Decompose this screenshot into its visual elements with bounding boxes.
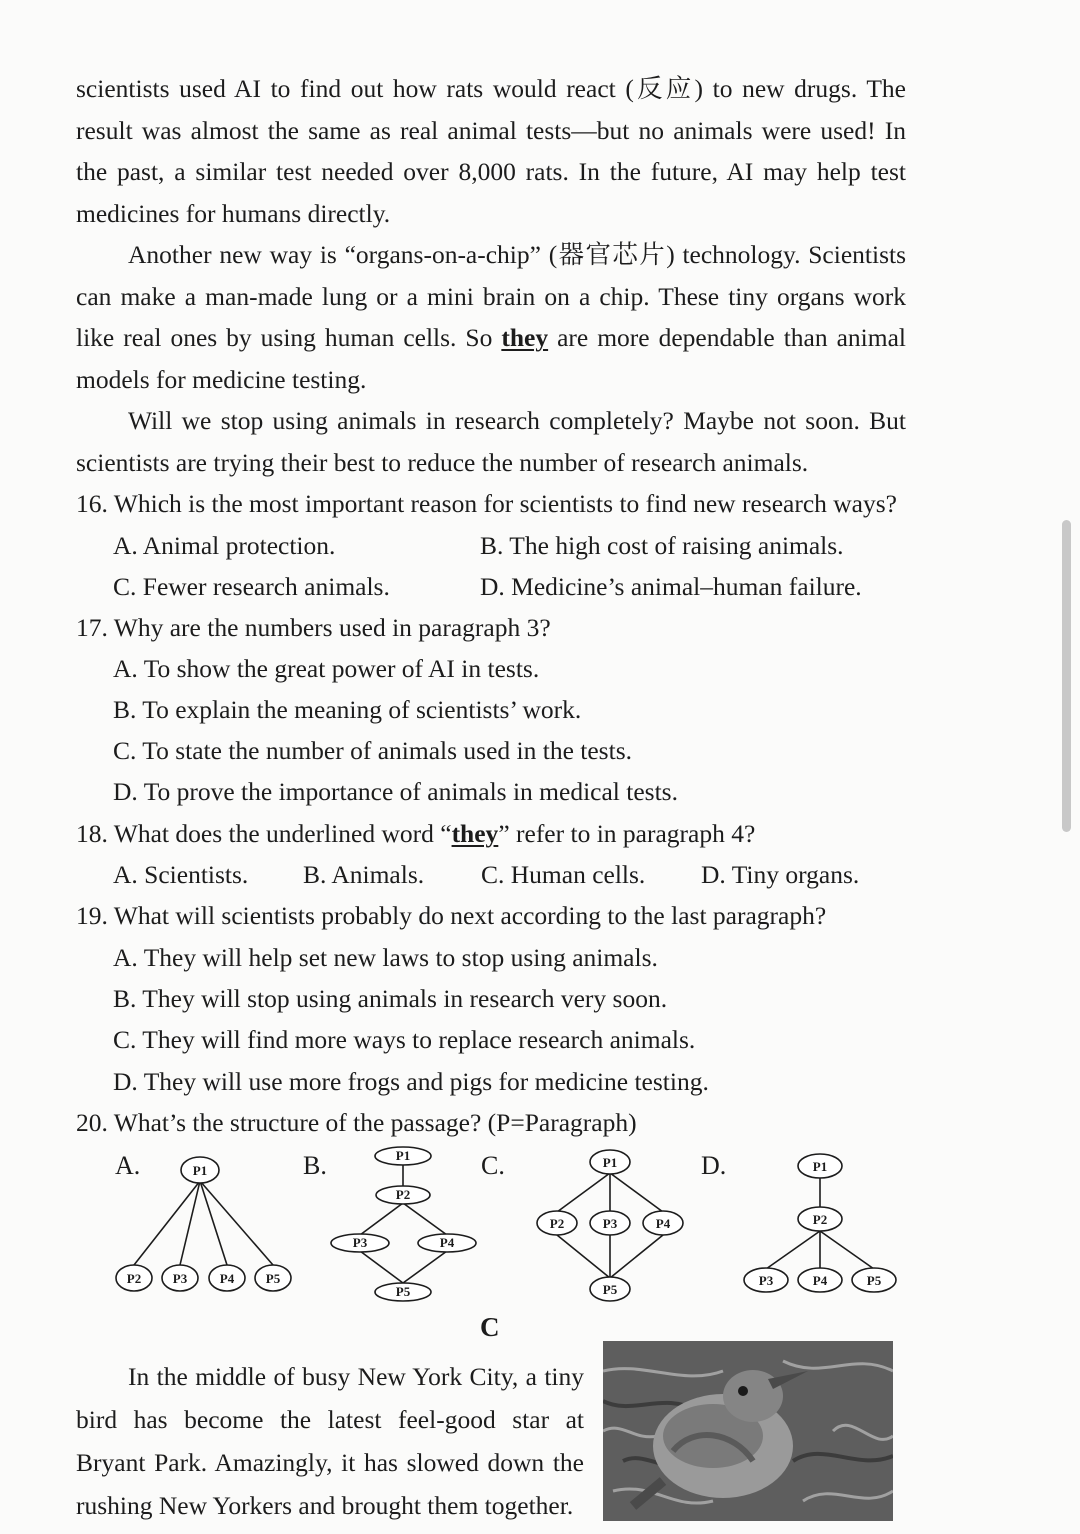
- question-20-option-d-label: D.: [701, 1151, 727, 1180]
- question-18-option-d: D. Tiny organs.: [701, 860, 860, 889]
- question-17-option-c: C. To state the number of animals used in the tests.: [113, 736, 632, 765]
- diagram-a-node-p3: [162, 1265, 198, 1291]
- underlined-word-they: they: [501, 323, 549, 352]
- svg-text:P5: P5: [866, 1273, 882, 1288]
- question-19-stem: 19. What will scientists probably do next according to the last paragraph?: [76, 901, 827, 930]
- svg-text:P4: P4: [439, 1235, 455, 1250]
- paragraph-4: Another new way is “organs-on-a-chip” (器官芯片) technology. Scientists can make a man-made lung or a mini brain on a chip. These tiny organs work like real ones by using human cells. So they are more dependable than animal models for medicine testing.: [76, 240, 906, 394]
- diagram-c-node-p4: [643, 1211, 683, 1235]
- question-16-option-c: C. Fewer research animals.: [113, 572, 390, 601]
- diagram-d-node-p2: [798, 1207, 842, 1231]
- question-19-option-b: B. They will stop using animals in research very soon.: [113, 984, 668, 1013]
- svg-text:P1: P1: [395, 1148, 411, 1163]
- question-17-option-b: B. To explain the meaning of scientists’ work.: [113, 695, 582, 724]
- question-20-option-a-label: A.: [115, 1151, 141, 1180]
- question-19-option-d: D. They will use more frogs and pigs for medicine testing.: [113, 1067, 709, 1096]
- svg-text:P5: P5: [265, 1271, 281, 1286]
- svg-text:P1: P1: [192, 1163, 208, 1178]
- question-20-stem: 20. What’s the structure of the passage? (P=Paragraph): [76, 1108, 637, 1137]
- question-18-option-c: C. Human cells.: [481, 860, 646, 889]
- svg-text:P2: P2: [126, 1271, 142, 1286]
- question-16-option-a: A. Animal protection.: [113, 531, 336, 560]
- structure-diagram-c: [535, 1148, 690, 1308]
- svg-text:P2: P2: [812, 1212, 828, 1227]
- section-c-paragraph: In the middle of busy New York City, a tiny bird has become the latest feel-good star at Bryant Park. Amazingly, it has slowed down the rushing New Yorkers and brought them together.: [76, 1362, 584, 1520]
- question-16-option-b: B. The high cost of raising animals.: [480, 531, 844, 560]
- svg-text:P4: P4: [219, 1271, 235, 1286]
- question-18-option-a: A. Scientists.: [113, 860, 249, 889]
- diagram-b-node-p3: [331, 1234, 389, 1252]
- question-16-option-d: D. Medicine’s animal–human failure.: [480, 572, 862, 601]
- diagram-b-node-p5: [375, 1283, 431, 1301]
- diagram-a-node-p1: [181, 1157, 219, 1183]
- diagram-a-node-p5: [255, 1265, 291, 1291]
- question-18-option-b: B. Animals.: [303, 860, 425, 889]
- diagram-d-node-p5: [852, 1268, 896, 1292]
- question-17-stem: 17. Why are the numbers used in paragraph 3?: [76, 613, 551, 642]
- scrollbar-thumb[interactable]: [1062, 520, 1071, 832]
- svg-text:P3: P3: [758, 1273, 774, 1288]
- diagram-a-node-p2: [116, 1265, 152, 1291]
- question-17-option-a: A. To show the great power of AI in tests.: [113, 654, 540, 683]
- question-16-stem: 16. Which is the most important reason for scientists to find new research ways?: [76, 489, 897, 518]
- diagram-c-node-p5: [590, 1277, 630, 1301]
- diagram-b-node-p2: [376, 1186, 430, 1204]
- svg-text:P1: P1: [602, 1155, 618, 1170]
- svg-text:P1: P1: [812, 1159, 828, 1174]
- svg-text:P5: P5: [602, 1282, 618, 1297]
- svg-text:P4: P4: [812, 1273, 828, 1288]
- question-17-option-d: D. To prove the importance of animals in medical tests.: [113, 777, 678, 806]
- svg-text:P3: P3: [602, 1216, 618, 1231]
- question-20-option-c-label: C.: [481, 1151, 505, 1180]
- svg-text:P3: P3: [172, 1271, 188, 1286]
- svg-text:P2: P2: [549, 1216, 565, 1231]
- diagram-d-node-p3: [744, 1268, 788, 1292]
- section-c-heading: C: [480, 1312, 500, 1342]
- diagram-a-node-p4: [209, 1265, 245, 1291]
- diagram-c-node-p2: [537, 1211, 577, 1235]
- svg-text:P2: P2: [395, 1187, 411, 1202]
- diagram-d-node-p4: [798, 1268, 842, 1292]
- svg-text:P5: P5: [395, 1284, 411, 1299]
- question-18-stem: 18. What does the underlined word “they” refer to in paragraph 4?: [76, 819, 756, 848]
- structure-diagram-d: [740, 1150, 910, 1305]
- question-18-underlined-word: they: [451, 819, 499, 848]
- bird-photo: [603, 1341, 893, 1521]
- paragraph-3: scientists used AI to find out how rats would react (反应) to new drugs. The result was almost the same as real animal tests—but no animals were used! In the past, a similar test needed over 8,000 rats. In the future, AI may help test medicines for humans directly.: [76, 74, 906, 228]
- diagram-b-node-p1: [375, 1147, 431, 1165]
- structure-diagram-a: [100, 1145, 310, 1305]
- paragraph-5: Will we stop using animals in research completely? Maybe not soon. But scientists are trying their best to reduce the number of research animals.: [76, 406, 906, 477]
- svg-text:P3: P3: [352, 1235, 368, 1250]
- structure-diagram-b: [320, 1143, 490, 1308]
- diagram-b-node-p4: [418, 1234, 476, 1252]
- svg-text:P4: P4: [655, 1216, 671, 1231]
- diagram-c-node-p1: [590, 1150, 630, 1174]
- diagram-d-node-p1: [798, 1154, 842, 1178]
- question-20-option-b-label: B.: [303, 1151, 327, 1180]
- diagram-c-node-p3: [590, 1211, 630, 1235]
- question-19-option-a: A. They will help set new laws to stop using animals.: [113, 943, 658, 972]
- question-19-option-c: C. They will find more ways to replace research animals.: [113, 1025, 696, 1054]
